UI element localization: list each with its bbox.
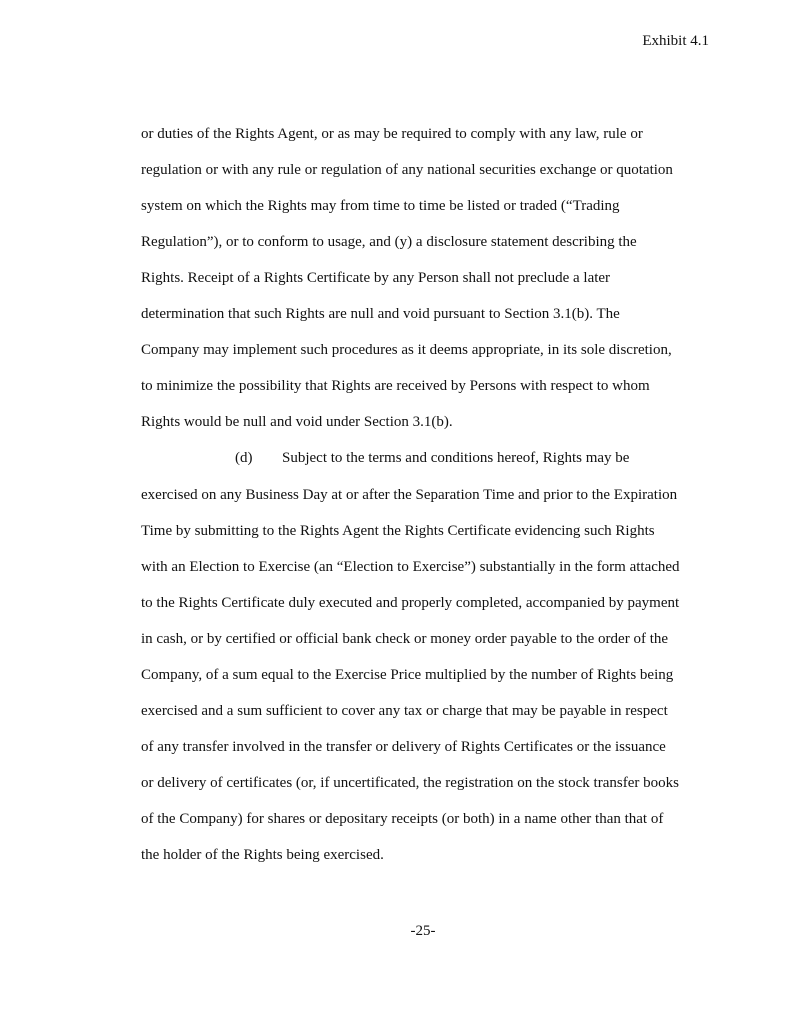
exhibit-label: Exhibit 4.1 bbox=[642, 33, 709, 49]
body-line: with an Election to Exercise (an “Election to Exercise”) substantially in the form attached bbox=[141, 559, 680, 575]
body-line: or duties of the Rights Agent, or as may be required to comply with any law, rule or bbox=[141, 126, 643, 142]
body-line: of any transfer involved in the transfer or delivery of Rights Certificates or the issuance bbox=[141, 739, 666, 755]
paragraph-d-first-line bbox=[235, 449, 629, 467]
body-line: Rights would be null and void under Section 3.1(b). bbox=[141, 414, 453, 430]
body-line: determination that such Rights are null and void pursuant to Section 3.1(b). The bbox=[141, 306, 620, 322]
body-line: exercised on any Business Day at or after the Separation Time and prior to the Expiration bbox=[141, 487, 678, 503]
paragraph-marker: (d) bbox=[235, 450, 253, 466]
body-line: exercised and a sum sufficient to cover any tax or charge that may be payable in respect bbox=[141, 703, 668, 719]
page-number: -25- bbox=[410, 923, 436, 939]
body-line: system on which the Rights may from time to time be listed or traded (“Trading bbox=[141, 198, 620, 214]
body-line: Company may implement such procedures as it deems appropriate, in its sole discretion, bbox=[141, 342, 672, 358]
body-line: of the Company) for shares or depositary receipts (or both) in a name other than that of bbox=[141, 811, 664, 827]
body-line: to minimize the possibility that Rights are received by Persons with respect to whom bbox=[141, 378, 650, 394]
body-line: the holder of the Rights being exercised. bbox=[141, 847, 384, 863]
body-line: Regulation”), or to conform to usage, and (y) a disclosure statement describing the bbox=[141, 234, 637, 250]
body-line: Rights. Receipt of a Rights Certificate by any Person shall not preclude a later bbox=[141, 270, 611, 286]
paragraph-first-line-text: Subject to the terms and conditions hereof, Rights may be bbox=[282, 450, 630, 466]
body-line: Company, of a sum equal to the Exercise Price multiplied by the number of Rights being bbox=[141, 667, 674, 683]
body-line: to the Rights Certificate duly executed and properly completed, accompanied by payment bbox=[141, 595, 680, 611]
body-line: Time by submitting to the Rights Agent the Rights Certificate evidencing such Rights bbox=[141, 523, 655, 539]
body-line: or delivery of certificates (or, if uncertificated, the registration on the stock transfer books bbox=[141, 775, 679, 791]
body-line: regulation or with any rule or regulation of any national securities exchange or quotation bbox=[141, 162, 673, 178]
body-line: in cash, or by certified or official bank check or money order payable to the order of the bbox=[141, 631, 669, 647]
